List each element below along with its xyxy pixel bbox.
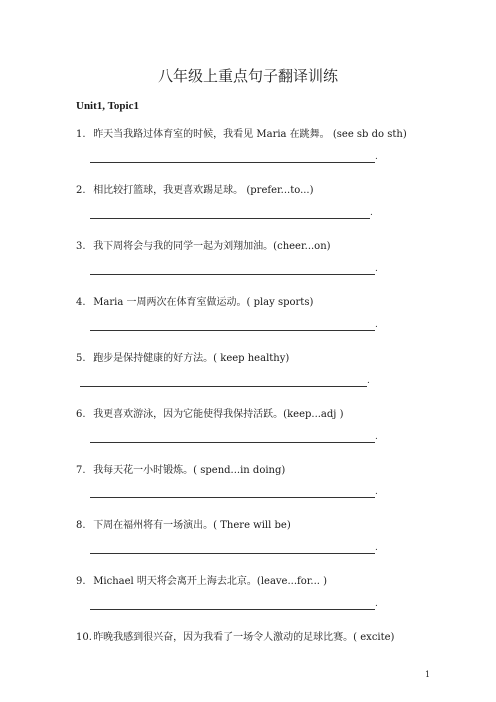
line-end-mark: . (375, 264, 378, 274)
item-prompt: Michael 明天将会离开上海去北京。(leave...for... ) (93, 576, 328, 587)
item-number: 4. (76, 297, 86, 308)
answer-line[interactable] (90, 218, 370, 219)
exercise-item (76, 461, 285, 476)
exercise-item (76, 572, 327, 587)
item-prompt: 我更喜欢游泳，因为它能使得我保持活跃。(keep...adj ) (93, 409, 344, 420)
answer-line[interactable] (90, 330, 375, 331)
exercise-item (76, 237, 331, 252)
item-prompt: 我下周将会与我的同学一起为刘翔加油。(cheer...on) (93, 241, 331, 252)
line-end-mark: . (375, 599, 378, 609)
exercise-item (76, 181, 314, 196)
item-number: 9. (76, 576, 86, 587)
item-prompt: 跑步是保持健康的好方法。( keep healthy) (93, 353, 290, 364)
answer-line[interactable] (90, 609, 375, 610)
line-end-mark: . (375, 152, 378, 162)
line-end-mark: . (375, 543, 378, 553)
item-number: 5. (76, 353, 86, 364)
answer-line[interactable] (80, 386, 367, 387)
page-title: 八年级上重点句子翻译训练 (157, 67, 338, 85)
exercise-item (76, 293, 313, 308)
item-prompt: 下周在福州将有一场演出。( There will be) (93, 520, 291, 531)
unit-heading: Unit1, Topic1 (76, 100, 139, 112)
answer-line[interactable] (90, 553, 375, 554)
line-end-mark: . (375, 487, 378, 497)
item-prompt: 昨天当我路过体育室的时候，我看见 Maria 在跳舞。 (see sb do sth) (93, 129, 407, 140)
line-end-mark: . (367, 376, 370, 386)
exercise-item (76, 405, 343, 420)
item-number: 7. (76, 465, 86, 476)
item-prompt: 相比较打篮球，我更喜欢踢足球。 (prefer...to...) (93, 185, 314, 196)
item-number: 10. (76, 632, 92, 643)
item-number: 6. (76, 409, 86, 420)
answer-line[interactable] (90, 442, 375, 443)
item-number: 3. (76, 241, 86, 252)
line-end-mark: . (375, 432, 378, 442)
exercise-item (76, 125, 407, 140)
exercise-item (76, 516, 291, 531)
item-prompt: 我每天花一小时锻炼。( spend...in doing) (93, 465, 286, 476)
exercise-item (76, 628, 394, 643)
answer-line[interactable] (90, 497, 375, 498)
answer-line[interactable] (90, 274, 375, 275)
item-number: 8. (76, 520, 86, 531)
item-prompt: 昨晚我感到很兴奋，因为我看了一场令人激动的足球比赛。( excite) (93, 632, 395, 643)
item-number: 1. (76, 129, 86, 140)
item-prompt: Maria 一周两次在体育室做运动。( play sports) (93, 297, 314, 308)
page-number: 1 (425, 670, 431, 679)
item-number: 2. (76, 185, 86, 196)
exercise-item (76, 349, 289, 364)
answer-line[interactable] (90, 162, 375, 163)
line-end-mark: . (370, 208, 373, 218)
line-end-mark: . (375, 320, 378, 330)
